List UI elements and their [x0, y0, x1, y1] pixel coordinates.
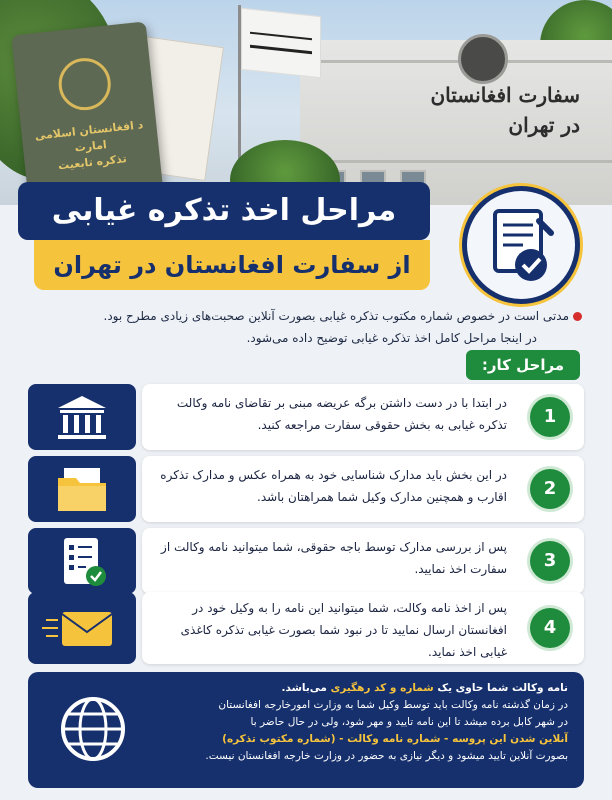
- note-text: [146, 680, 568, 765]
- seal-icon: [56, 56, 113, 113]
- flag-icon: [241, 8, 321, 78]
- step-card: [142, 528, 584, 594]
- step-1: [28, 384, 584, 450]
- step-2: [28, 456, 584, 522]
- subtitle: از سفارت افغانستان در تهران: [34, 240, 430, 290]
- hero-photo: [0, 0, 612, 205]
- step-text: پس از بررسی مدارک توسط باجه حقوقی، شما میتوانید نامه وکالت از سفارت اخذ نمایید.: [161, 540, 507, 576]
- step-number: 2: [530, 469, 570, 509]
- checklist-icon: [28, 528, 136, 594]
- note-line: در شهر کابل برده میشد تا این نامه تایید و مهر شود، ولی در حال حاضر با: [250, 716, 568, 728]
- sign-line: سفارت افغانستان: [430, 83, 580, 107]
- note-highlight-line: آنلاین شدن این پروسه - شماره نامه وکالت - (شماره مکتوب تذکره): [222, 733, 568, 745]
- page-title: مراحل اخذ تذکره غیابی: [18, 182, 430, 240]
- passport-title: [31, 117, 150, 177]
- passport-icon: [11, 21, 164, 205]
- step-text: پس از اخذ نامه وکالت، شما میتوانید این نامه را به وکیل خود در افغانستان ارسال نمایید تا در نبود شما بصورت غیابی تذکره کاغذی غیابی اخذ نماید.: [180, 601, 507, 659]
- note-fragment: نامه وکالت شما حاوی یک: [433, 682, 568, 694]
- note-line: بصورت آنلاین تایید میشود و دیگر نیازی به حضور در وزارت خارجه افغانستان نیست.: [205, 750, 568, 762]
- globe-icon: [54, 690, 132, 768]
- bullet-icon: [573, 312, 582, 321]
- step-card: [142, 384, 584, 450]
- intro-line: مدتی است در خصوص شماره مکتوب تذکره غیابی بصورت آنلاین صحبت‌های زیادی مطرح بود.: [103, 309, 569, 323]
- intro-line: در اینجا مراحل کامل اخذ تذکره غیابی توضیح داده می‌شود.: [246, 331, 537, 345]
- tracking-code-highlight: شماره و کد رهگیری: [330, 682, 434, 694]
- info-note: [28, 672, 584, 788]
- passport-line: د افغانستان اسلامی امارت: [34, 118, 144, 155]
- passport-line: تذکره تابعیت: [57, 152, 128, 173]
- steps-heading: مراحل کار:: [466, 350, 580, 380]
- step-number: 4: [530, 608, 570, 648]
- step-4: [28, 592, 584, 664]
- step-card: [142, 592, 584, 664]
- intro-text: [40, 305, 582, 349]
- embassy-sign: [330, 80, 580, 140]
- note-line: در زمان گذشته نامه وکالت باید توسط وکیل شما به وزارت امورخارجه افغانستان: [218, 699, 568, 711]
- step-number: 3: [530, 541, 570, 581]
- step-3: [28, 528, 584, 594]
- bank-building-icon: [28, 384, 136, 450]
- step-text: در ابتدا با در دست داشتن برگه عریضه مبنی بر تقاضای نامه وکالت تذکره غیابی به بخش حقوقی سفارت مراجعه کنید.: [176, 396, 507, 432]
- envelope-icon: [28, 592, 136, 664]
- step-number: 1: [530, 397, 570, 437]
- note-fragment: می‌باشد.: [281, 682, 331, 694]
- step-card: [142, 456, 584, 522]
- document-check-icon: [462, 186, 580, 304]
- step-text: در این بخش باید مدارک شناسایی خود به همراه عکس و مدارک تذکره اقارب و همچنین مدارک وکیل شما همراهتان باشد.: [160, 468, 507, 504]
- folder-icon: [28, 456, 136, 522]
- emblem-icon: [458, 34, 508, 84]
- sign-line: در تهران: [508, 113, 580, 137]
